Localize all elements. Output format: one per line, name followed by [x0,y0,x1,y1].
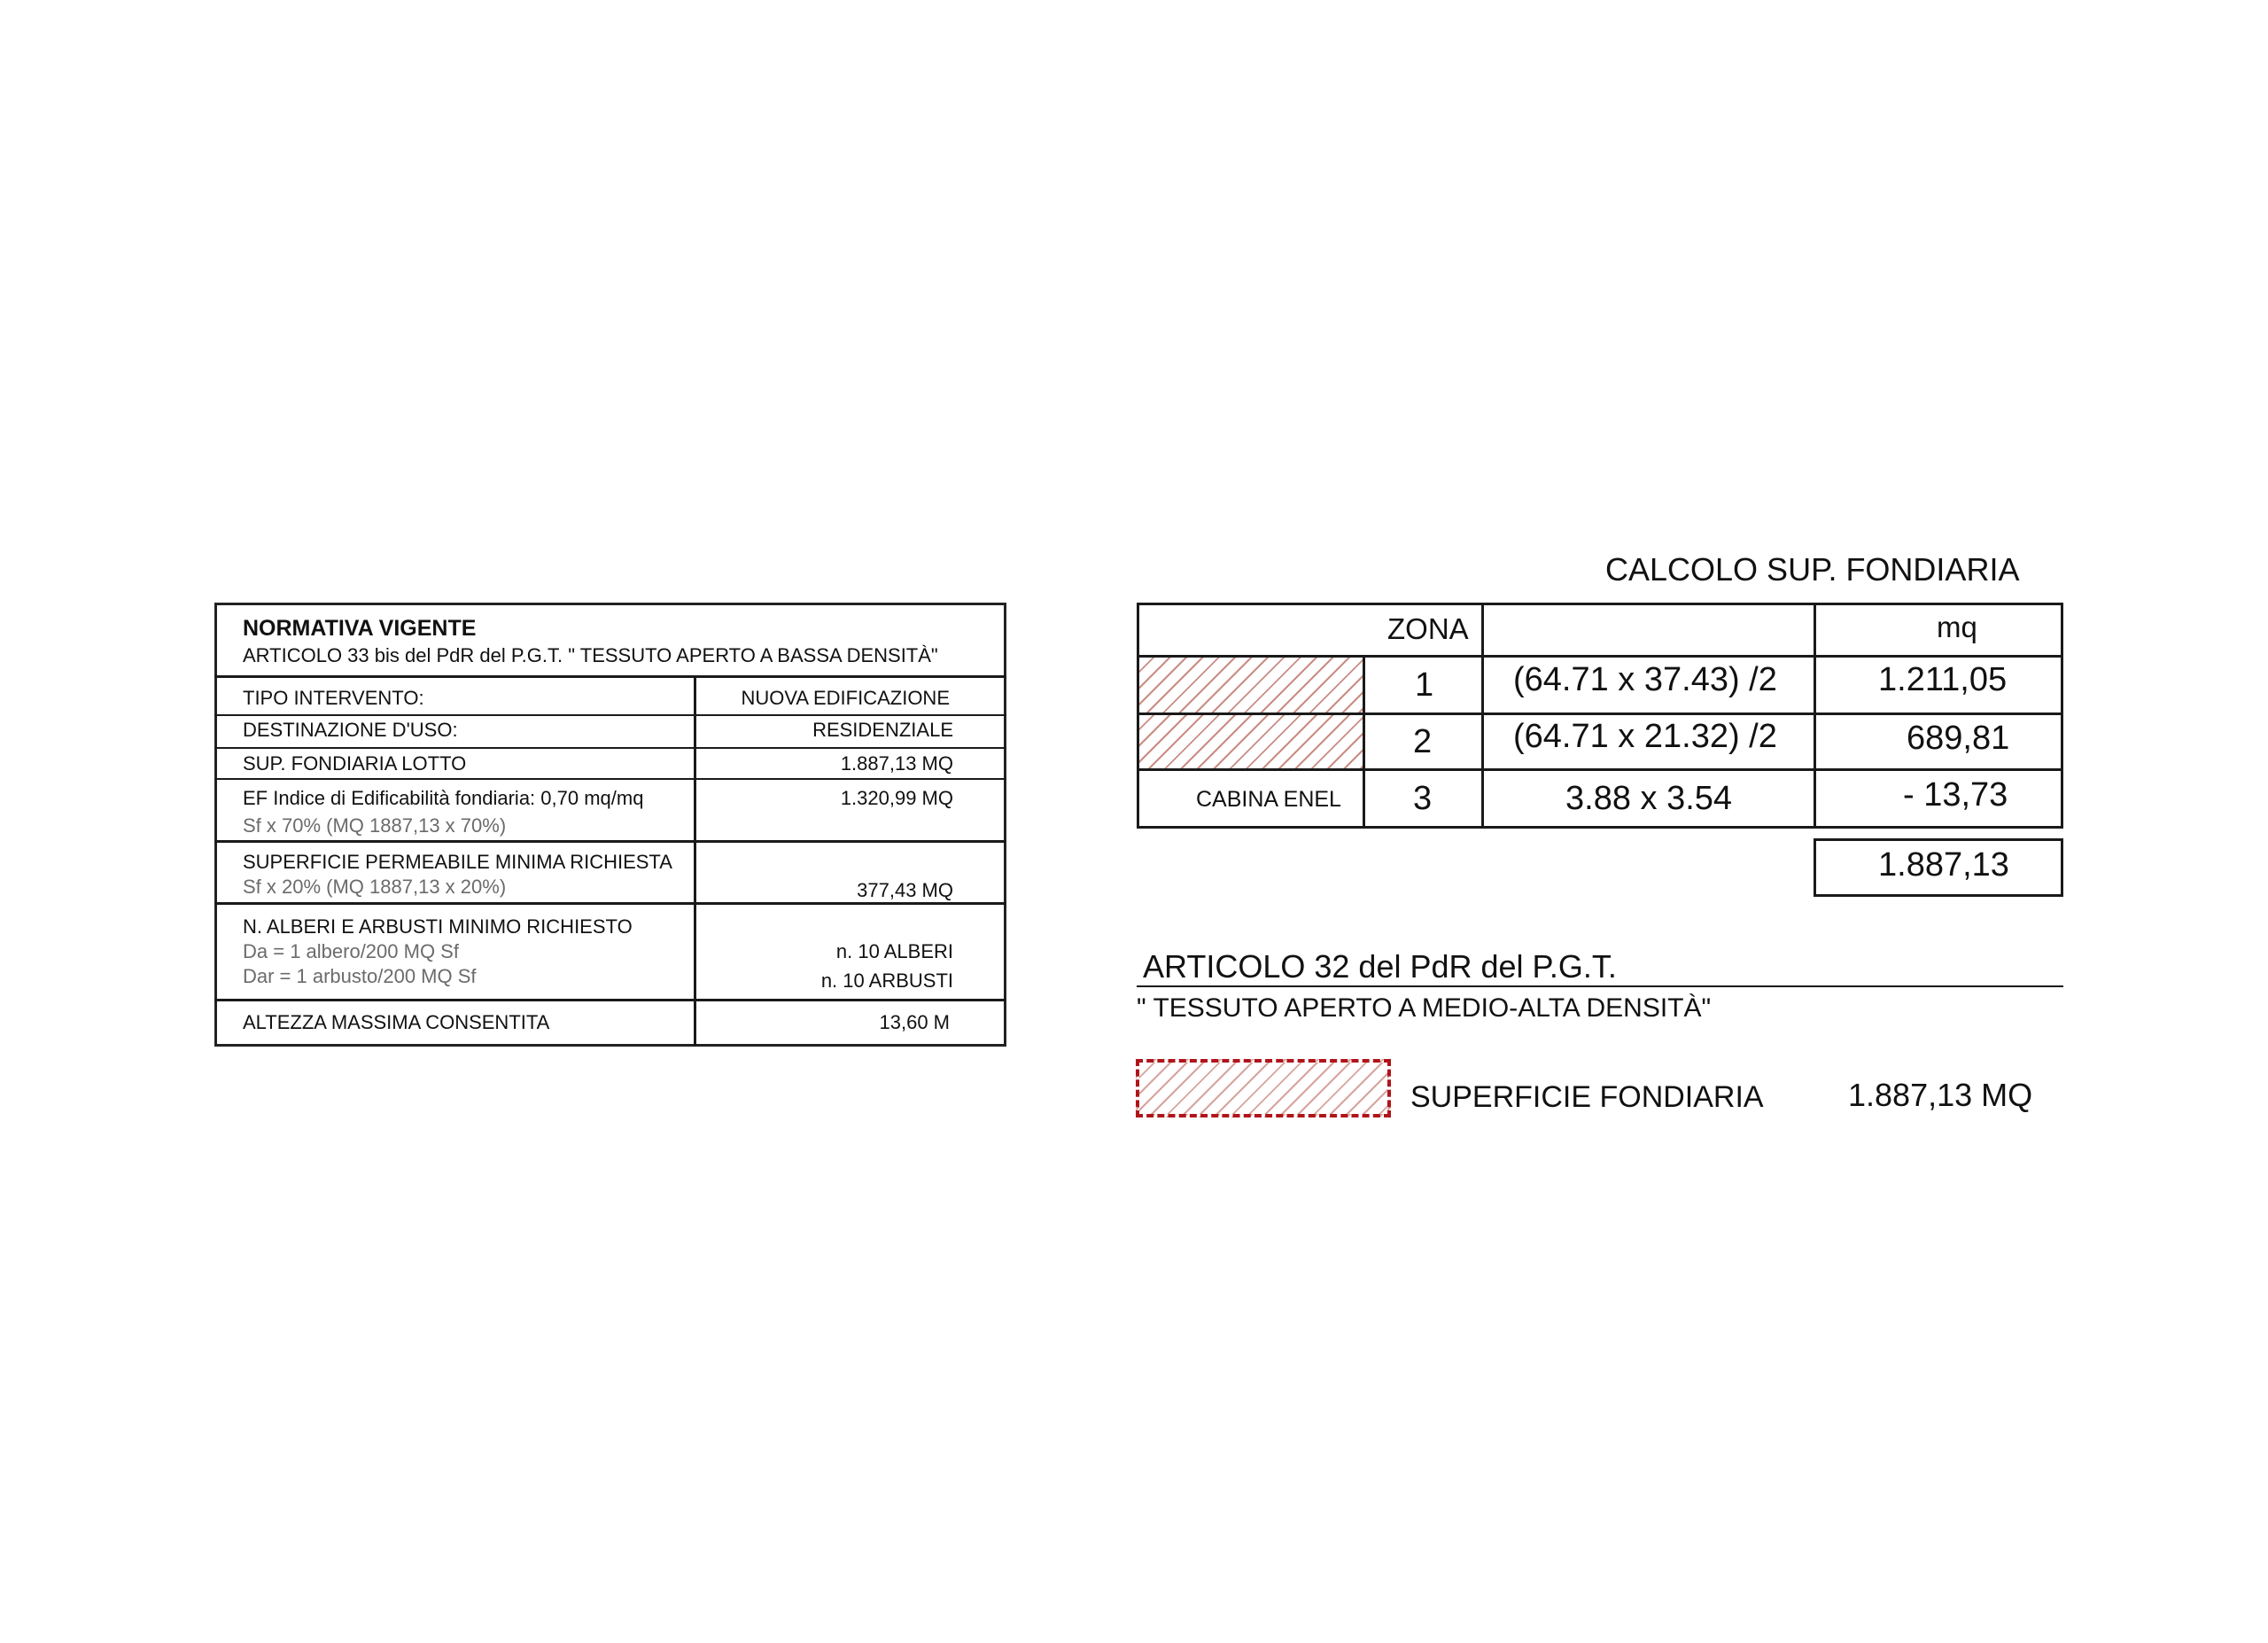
zone-number: 1 [1415,666,1434,704]
divider [214,747,1006,749]
row-label: ALTEZZA MASSIMA CONSENTITA [243,1011,550,1033]
row-label: EF Indice di Edificabilità fondiaria: 0,70 mq/mq [243,787,644,809]
row-sublabel: Sf x 70% (MQ 1887,13 x 70%) [243,814,507,837]
hatch-swatch-zone-2 [1138,715,1363,768]
zone-area: 1.211,05 [1878,661,2008,698]
articolo-underline [1137,985,2063,987]
header-mq: mq [1937,611,1977,643]
grid-line [1814,603,1816,829]
legend-value: 1.887,13 MQ [1848,1077,2033,1113]
grid-line [1137,603,1139,829]
grid-line [1137,603,2063,605]
row-sublabel: Dar = 1 arbusto/200 MQ Sf [243,965,477,987]
legend-label: SUPERFICIE FONDIARIA [1410,1080,1764,1114]
row-label: DESTINAZIONE D'USO: [243,719,458,741]
grid-line [1363,655,1365,829]
articolo-subtitle: " TESSUTO APERTO A MEDIO-ALTA DENSITÀ" [1137,993,1712,1023]
row-value: 13,60 M [879,1011,950,1033]
row-label: TIPO INTERVENTO: [243,687,424,709]
grid-line [1137,712,2063,715]
grid-line [1137,655,2063,658]
row-label: SUP. FONDIARIA LOTTO [243,752,467,775]
superficie-fondiaria-swatch [1136,1059,1391,1117]
zone-formula: (64.71 x 21.32) /2 [1513,718,1777,755]
zone-number: 2 [1413,723,1433,760]
normativa-title: NORMATIVA VIGENTE [243,616,477,641]
normativa-subtitle: ARTICOLO 33 bis del PdR del P.G.T. " TESSUTO APERTO A BASSA DENSITÀ" [243,644,938,666]
row-value: 377,43 MQ [857,879,953,901]
zone-area: - 13,73 [1903,776,2008,814]
row-sublabel: Da = 1 albero/200 MQ Sf [243,940,459,962]
grid-line [1481,603,1484,829]
zone-formula: 3.88 x 3.54 [1565,780,1733,817]
zone-number: 3 [1413,780,1433,817]
row-value: n. 10 ARBUSTI [820,969,953,992]
row-value: 1.887,13 MQ [840,752,953,775]
row-label: N. ALBERI E ARBUSTI MINIMO RICHIESTO [243,915,633,938]
divider [214,778,1006,780]
row-value: n. 10 ALBERI [835,940,953,962]
column-divider [694,675,696,1047]
zone-formula: (64.71 x 37.43) /2 [1513,661,1777,698]
hatch-swatch-zone-1 [1138,658,1363,712]
row-sublabel: Sf x 20% (MQ 1887,13 x 20%) [243,876,507,898]
cabina-enel-label: CABINA ENEL [1196,787,1341,812]
divider [214,902,1006,905]
grid-line [1137,768,2063,771]
divider [214,999,1006,1001]
total-value: 1.887,13 [1878,846,2009,884]
articolo-title: ARTICOLO 32 del PdR del P.G.T. [1143,948,1617,985]
row-value: NUOVA EDIFICAZIONE [741,687,950,709]
calcolo-title: CALCOLO SUP. FONDIARIA [1605,551,2020,588]
divider [214,714,1006,716]
grid-line [1137,826,2063,829]
divider [214,675,1006,678]
header-zona: ZONA [1387,612,1469,645]
row-label: SUPERFICIE PERMEABILE MINIMA RICHIESTA [243,851,672,873]
zone-area: 689,81 [1907,720,2010,757]
divider [214,840,1006,843]
row-value: 1.320,99 MQ [840,787,953,809]
row-value: RESIDENZIALE [812,719,953,741]
grid-line [2061,603,2063,829]
